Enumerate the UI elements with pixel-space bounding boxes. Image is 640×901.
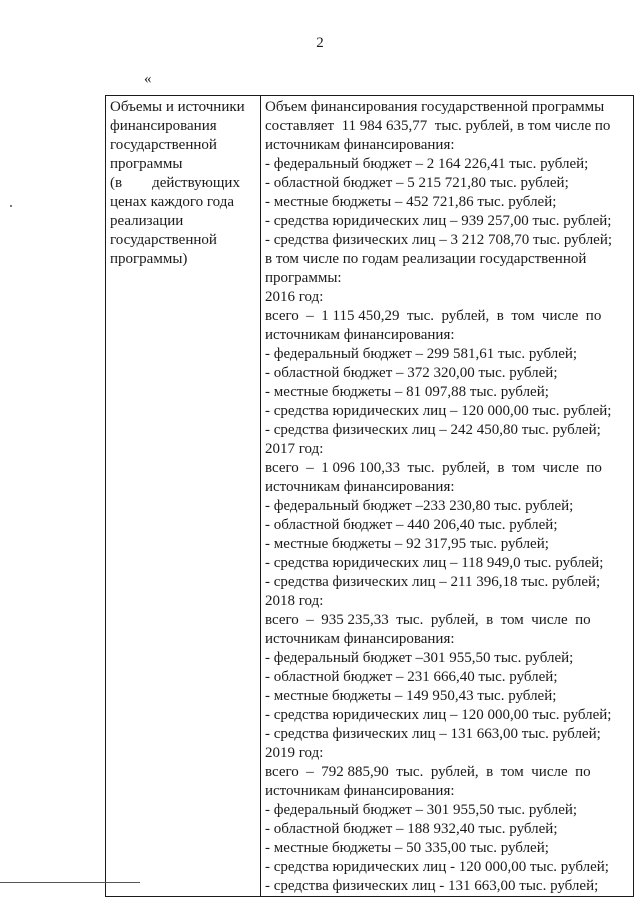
details-line: всего – 1 096 100,33 тыс. рублей, в том числе по	[265, 460, 602, 476]
label-line: финансирования	[110, 118, 217, 134]
details-line: источникам финансирования:	[265, 631, 455, 647]
label-line: ценах каждого года	[110, 194, 234, 210]
funding-label-cell	[106, 96, 261, 897]
year-heading: 2016 год:	[265, 289, 324, 305]
details-line: - средства физических лиц – 131 663,00 тыс. рублей;	[265, 726, 601, 742]
details-line: - областной бюджет – 188 932,40 тыс. рублей;	[265, 821, 558, 837]
details-line: - средства физических лиц – 242 450,80 тыс. рублей;	[265, 422, 601, 438]
details-line: источникам финансирования:	[265, 137, 455, 153]
details-line: - федеральный бюджет – 2 164 226,41 тыс. рублей;	[265, 156, 589, 172]
details-line: - местные бюджеты – 92 317,95 тыс. рублей;	[265, 536, 549, 552]
details-line: - местные бюджеты – 50 335,00 тыс. рублей;	[265, 840, 549, 856]
details-line: - средства физических лиц - 131 663,00 тыс. рублей;	[265, 878, 599, 894]
details-line: всего – 1 115 450,29 тыс. рублей, в том числе по	[265, 308, 602, 324]
details-line: - федеральный бюджет –301 955,50 тыс. рублей;	[265, 650, 574, 666]
details-line: источникам финансирования:	[265, 783, 455, 799]
details-line: - областной бюджет – 231 666,40 тыс. рублей;	[265, 669, 558, 685]
label-line: (в действующих	[110, 175, 240, 191]
details-line: - областной бюджет – 372 320,00 тыс. рублей;	[265, 365, 558, 381]
details-line: программы:	[265, 270, 342, 286]
details-line: - областной бюджет – 440 206,40 тыс. рублей;	[265, 517, 558, 533]
opening-quote-mark: «	[144, 71, 152, 87]
details-line: источникам финансирования:	[265, 479, 455, 495]
scan-speck	[10, 205, 12, 207]
details-line: - средства юридических лиц – 120 000,00 тыс. рублей;	[265, 403, 612, 419]
funding-table	[105, 95, 634, 897]
details-line: - федеральный бюджет – 299 581,61 тыс. рублей;	[265, 346, 578, 362]
label-line: программы	[110, 156, 183, 172]
details-line: - средства юридических лиц – 120 000,00 тыс. рублей;	[265, 707, 612, 723]
label-line: Объемы и источники	[110, 99, 245, 115]
details-line: - средства физических лиц – 3 212 708,70 тыс. рублей;	[265, 232, 613, 248]
details-line: в том числе по годам реализации государственной	[265, 251, 587, 267]
funding-row	[106, 96, 634, 897]
label-line: государственной	[110, 137, 217, 153]
details-line: - местные бюджеты – 81 097,88 тыс. рублей;	[265, 384, 549, 400]
footnote-rule	[0, 882, 140, 883]
label-line: государственной	[110, 232, 217, 248]
details-line: всего – 935 235,33 тыс. рублей, в том числе по	[265, 612, 591, 628]
details-line: - федеральный бюджет – 301 955,50 тыс. рублей;	[265, 802, 578, 818]
details-line: источникам финансирования:	[265, 327, 455, 343]
details-line: - местные бюджеты – 452 721,86 тыс. рублей;	[265, 194, 557, 210]
details-line: Объем финансирования государственной программы	[265, 99, 605, 115]
details-line: - местные бюджеты – 149 950,43 тыс. рублей;	[265, 688, 557, 704]
details-line: - средства юридических лиц – 118 949,0 тыс. рублей;	[265, 555, 604, 571]
year-heading: 2017 год:	[265, 441, 324, 457]
year-heading: 2019 год:	[265, 745, 324, 761]
page-number: 2	[316, 35, 324, 51]
details-line: - федеральный бюджет –233 230,80 тыс. рублей;	[265, 498, 574, 514]
details-line: - средства юридических лиц – 939 257,00 тыс. рублей;	[265, 213, 612, 229]
label-line: реализации	[110, 213, 184, 229]
year-heading: 2018 год:	[265, 593, 324, 609]
details-line: - средства юридических лиц - 120 000,00 тыс. рублей;	[265, 859, 609, 875]
details-line: составляет 11 984 635,77 тыс. рублей, в том числе по	[265, 118, 611, 134]
label-line: программы)	[110, 251, 188, 267]
funding-details-cell	[261, 96, 634, 897]
details-line: всего – 792 885,90 тыс. рублей, в том числе по	[265, 764, 591, 780]
details-line: - средства физических лиц – 211 396,18 тыс. рублей;	[265, 574, 601, 590]
details-line: - областной бюджет – 5 215 721,80 тыс. рублей;	[265, 175, 569, 191]
